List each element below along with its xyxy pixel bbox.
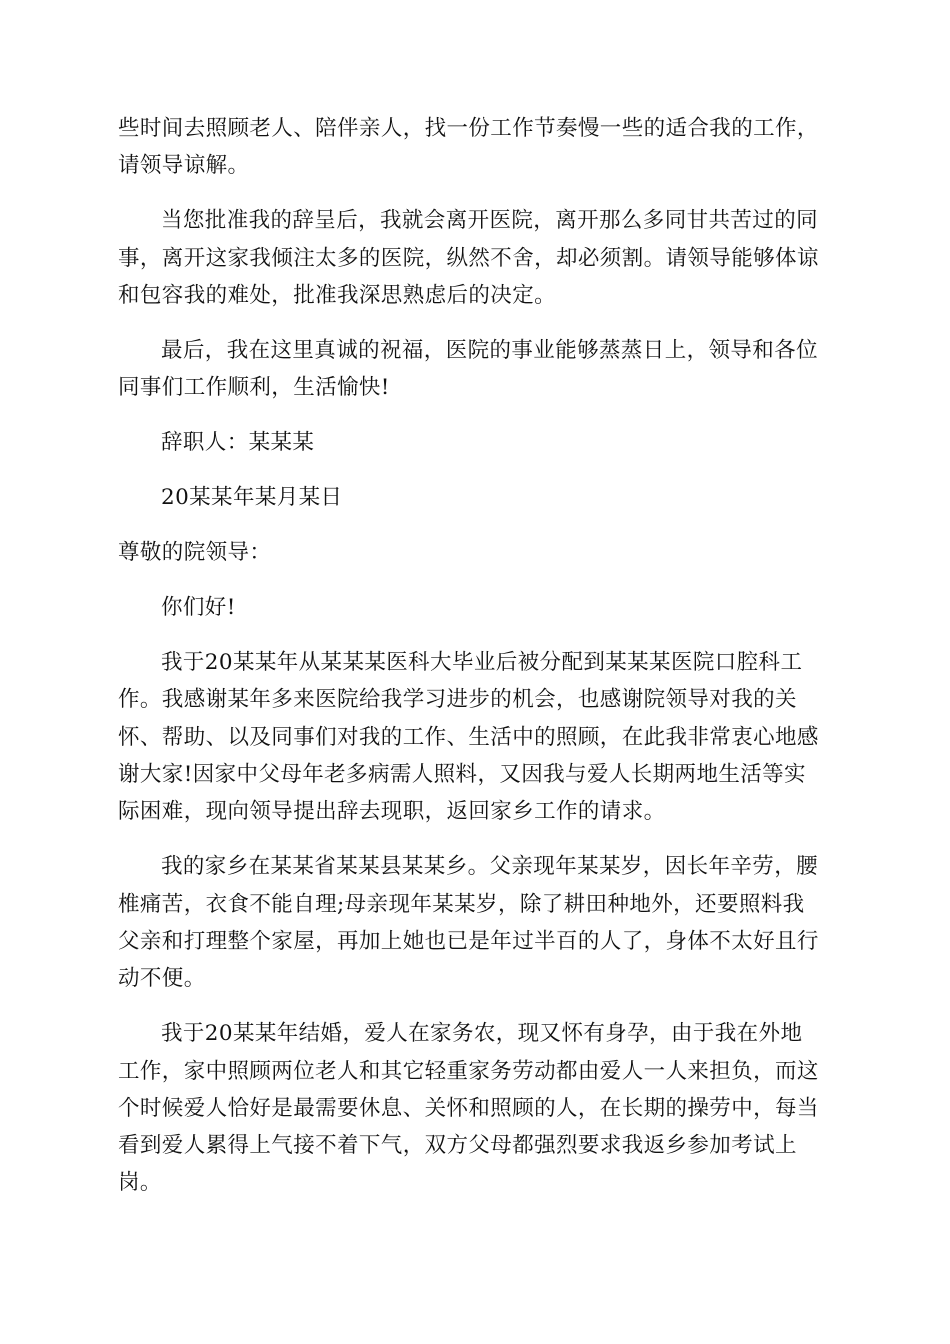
text-line: 际困难，现向领导提出辞去现职，返回家乡工作的请求。 bbox=[118, 799, 666, 824]
text-line: 我于20某某年从某某某医科大毕业后被分配到某某某医院口腔科工 bbox=[161, 650, 803, 675]
text-line: 谢大家!因家中父母年老多病需人照料，又因我与爱人长期两地生活等实 bbox=[118, 762, 806, 787]
resigner-signature: 辞职人：某某某 bbox=[161, 430, 315, 455]
text-line: 工作，家中照顾两位老人和其它轻重家务劳动都由爱人一人来担负，而这 bbox=[118, 1059, 819, 1084]
text-line: 看到爱人累得上气接不着下气，双方父母都强烈要求我返乡参加考试上 bbox=[118, 1133, 797, 1158]
text-line: 我的家乡在某某省某某县某某乡。父亲现年某某岁，因长年辛劳，腰 bbox=[161, 854, 819, 879]
text-line: 怀、帮助、以及同事们对我的工作、生活中的照顾，在此我非常衷心地感 bbox=[118, 725, 819, 750]
text-line: 当您批准我的辞呈后，我就会离开医院，离开那么多同甘共苦过的同 bbox=[161, 208, 819, 233]
text-line: 椎痛苦，衣食不能自理;母亲现年某某岁，除了耕田种地外，还要照料我 bbox=[118, 892, 805, 917]
text-line: 些时间去照顾老人、陪伴亲人，找一份工作节奏慢一些的适合我的工作， bbox=[118, 116, 819, 141]
text-line: 个时候爱人恰好是最需要休息、关怀和照顾的人，在长期的操劳中，每当 bbox=[118, 1096, 819, 1121]
letter-date: 20某某年某月某日 bbox=[161, 485, 343, 510]
greeting: 你们好! bbox=[161, 595, 236, 620]
text-line: 请领导谅解。 bbox=[118, 153, 250, 178]
text-line: 最后，我在这里真诚的祝福，医院的事业能够蒸蒸日上，领导和各位 bbox=[161, 338, 819, 363]
text-line: 作。我感谢某年多来医院给我学习进步的机会，也感谢院领导对我的关 bbox=[118, 687, 797, 712]
salutation: 尊敬的院领导： bbox=[118, 540, 272, 565]
text-line: 岗。 bbox=[118, 1170, 162, 1195]
text-line: 和包容我的难处，批准我深思熟虑后的决定。 bbox=[118, 283, 557, 308]
text-line: 同事们工作顺利，生活愉快! bbox=[118, 375, 390, 400]
text-line: 事，离开这家我倾注太多的医院，纵然不舍，却必须割。请领导能够体谅 bbox=[118, 246, 819, 271]
text-line: 我于20某某年结婚，爱人在家务农，现又怀有身孕，由于我在外地 bbox=[161, 1021, 803, 1046]
text-line: 动不便。 bbox=[118, 966, 206, 991]
text-line: 父亲和打理整个家屋，再加上她也已是年过半百的人了，身体不太好且行 bbox=[118, 929, 819, 954]
